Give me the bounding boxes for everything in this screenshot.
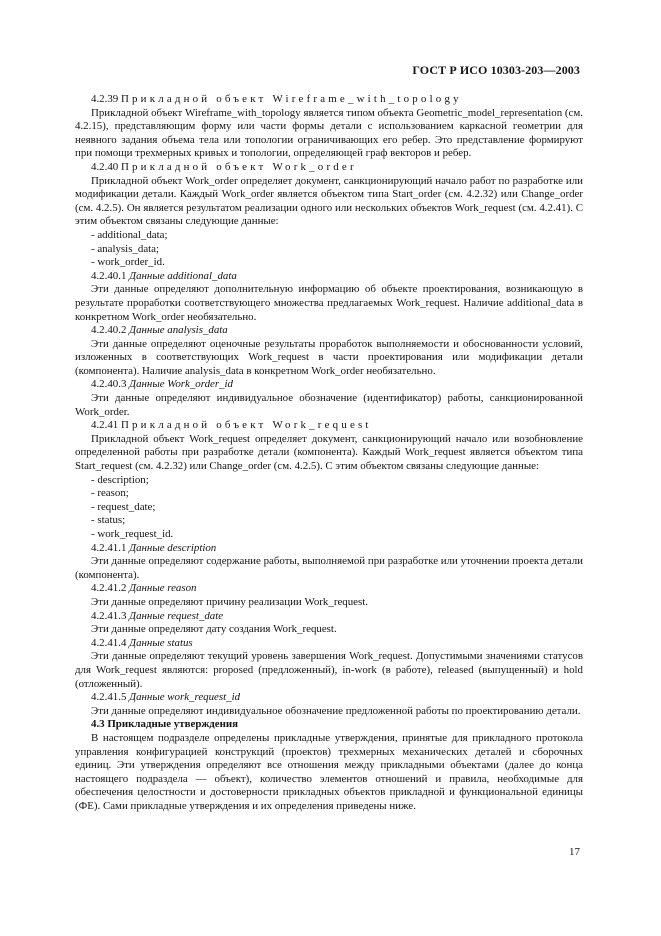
- subclause-title: Данные description: [129, 541, 217, 554]
- subclause-number: 4.2.40.3: [91, 378, 127, 391]
- subclause-number: 4.2.41.1: [91, 541, 127, 554]
- page-number: 17: [569, 846, 580, 858]
- paragraph: Эти данные определяют дату создания Work_request.: [91, 623, 337, 636]
- clause-number: 4.2.41: [91, 419, 119, 432]
- paragraph: Прикладной объект Wireframe_with_topology является типом объекта Geometric_model_representation (см. 4.2.15), представляющим форму или части формы детали с использованием каркасной геометрии для неявного задания объема тела или топологии ограничивающих его ребер. Это представление формируют при помощи трехмерных кривых и топологии, определяющей граф векторов и ребер.: [75, 106, 583, 160]
- paragraph: Эти данные определяют текущий уровень завершения Work_request. Допустимыми значениями статусов для Work_request являются: proposed (предложенный), in-work (в работе), released (выпущенный) и hold (отложенный).: [75, 650, 583, 690]
- subclause-title: Данные reason: [129, 582, 197, 595]
- list-item: - work_request_id.: [91, 528, 174, 540]
- subclause-heading: [75, 610, 583, 624]
- subclause-title: Данные work_request_id: [129, 691, 241, 704]
- clause-heading: [75, 93, 583, 107]
- section-heading: 4.3 Прикладные утверждения: [91, 718, 239, 731]
- subclause-number: 4.2.41.5: [91, 691, 127, 704]
- list-item: - analysis_data;: [91, 242, 160, 255]
- paragraph: В настоящем подразделе определены прикладные утверждения, принятые для прикладного протокола управления конфигурацией конструкций (проектов) трехмерных механических деталей и сборочных единиц. Эти утверждения определяют все отношения между прикладными объектами (далее до конца настоящего подраздела — объект), количество элементов отношений и правила, необходимые для обеспечения целостности и достоверности прикладных объектов прикладной и функциональной единицы (ФЕ). Сами прикладные утверждения и их определения приведены ниже.: [75, 731, 583, 812]
- paragraph: Эти данные определяют оценочные результаты проработок выполняемости и обоснованности условий, изложенных в соответствующих Work_request в части проектирования или модификации детали (компонента). Наличие analysis_data в конкретном Work_order необязательно.: [75, 337, 583, 377]
- subclause-heading: [75, 270, 583, 284]
- clause-title: Прикладной объект Wireframe_with_topology: [120, 93, 462, 105]
- subclause-number: 4.2.41.4: [91, 636, 127, 649]
- clause-title: Прикладной объект Work_order: [120, 160, 357, 173]
- list-item: - request_date;: [91, 500, 156, 513]
- clause-heading: [75, 161, 583, 175]
- clause-number: 4.2.39: [91, 93, 119, 105]
- subclause-heading: [75, 542, 583, 556]
- subclause-title: Данные analysis_data: [129, 324, 228, 337]
- list-item: - additional_data;: [91, 228, 168, 241]
- subclause-heading: [75, 378, 583, 392]
- subclause-heading: [75, 691, 583, 705]
- subclause-title: Данные status: [129, 636, 193, 649]
- subclause-title: Данные Work_order_id: [129, 378, 233, 391]
- list-item: - status;: [91, 514, 126, 527]
- subclause-number: 4.2.40.2: [91, 324, 127, 337]
- paragraph: Прикладной объект Work_request определяет документ, санкционирующий начало или возобновление определенной работы при разработке детали (компонента). Каждый Work_request является объектом типа Start_request (см. 4.2.32) или Change_order (см. 4.2.5). С этим объектом связаны следующие данные:: [75, 432, 583, 473]
- subclause-heading: [75, 582, 583, 596]
- clause-title: Прикладной объект Work_request: [120, 419, 372, 432]
- paragraph: Эти данные определяют индивидуальное обозначение (идентификатор) работы, санкционированной Work_order.: [75, 392, 583, 418]
- list-item: - description;: [91, 473, 149, 486]
- subclause-number: 4.2.41.2: [91, 582, 127, 595]
- paragraph: Эти данные определяют причину реализации Work_request.: [91, 595, 368, 608]
- paragraph: Эти данные определяют дополнительную информацию об объекте проектирования, возникающую в результате проработки соответствующего множества предлагаемых Work_request. Наличие additional_data в конкретном Work_order необязательно.: [75, 283, 583, 323]
- paragraph: Прикладной объект Work_order определяет документ, санкционирующий начало работ по разработке или модификации детали. Каждый Work_order является объектом типа Start_order (см. 4.2.32) или Change_order (см. 4.2.5). Он является результатом реализации одного или нескольких объектов Work_request (см. 4.2.41). С этим объектом связаны следующие данные:: [75, 174, 583, 228]
- list-item: - reason;: [91, 487, 129, 500]
- page-header-standard: ГОСТ Р ИСО 10303-203—2003: [412, 63, 580, 77]
- document-body: [75, 93, 583, 813]
- clause-number: 4.2.40: [91, 160, 119, 173]
- subclause-title: Данные request_date: [129, 609, 224, 622]
- list-item: - work_order_id.: [91, 256, 165, 269]
- paragraph: Эти данные определяют содержание работы, выполняемой при разработке или уточнении проекта детали (компонента).: [75, 555, 583, 581]
- subclause-number: 4.2.41.3: [91, 609, 127, 622]
- clause-heading: [75, 419, 583, 433]
- subclause-heading: [75, 324, 583, 338]
- subclause-number: 4.2.40.1: [91, 269, 127, 282]
- subclause-title: Данные additional_data: [129, 269, 237, 282]
- paragraph: Эти данные определяют индивидуальное обозначение предложенной работы по проектированию детали.: [91, 704, 581, 717]
- subclause-heading: [75, 637, 583, 651]
